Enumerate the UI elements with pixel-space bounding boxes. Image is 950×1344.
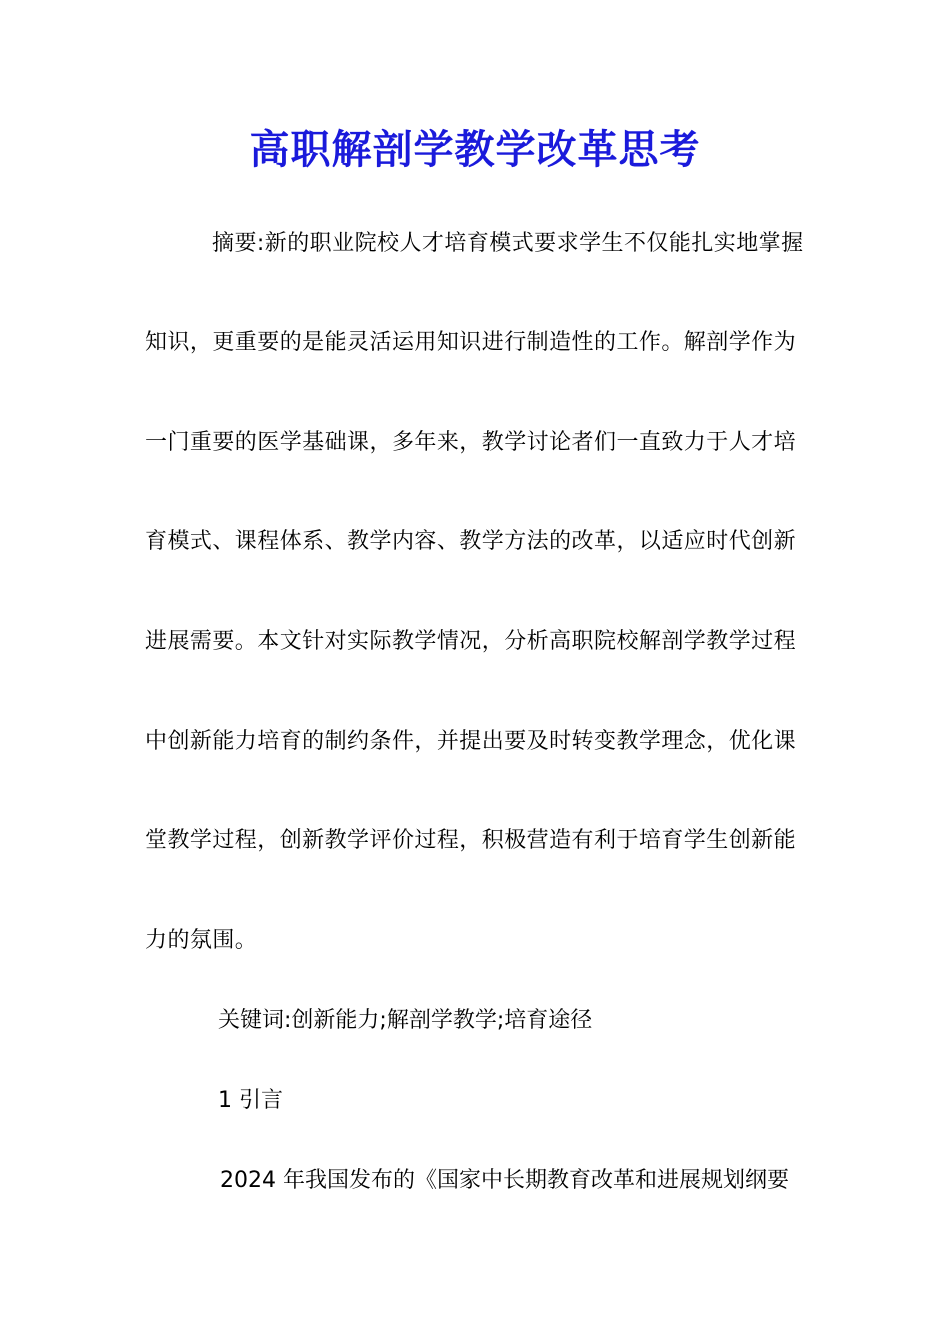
abstract-line: 进展需要。本文针对实际教学情况，分析高职院校解剖学教学过程 (145, 629, 797, 654)
abstract-line: 一门重要的医学基础课，多年来，教学讨论者们一直致力于人才培 (145, 430, 797, 455)
keywords-line: 关键词:创新能力;解剖学教学;培育途径 (218, 1008, 593, 1033)
abstract-line: 摘要:新的职业院校人才培育模式要求学生不仅能扎实地掌握 (212, 231, 804, 256)
body-paragraph-start: 2024 年我国发布的《国家中长期教育改革和进展规划纲要 (220, 1168, 789, 1193)
abstract-line: 知识，更重要的是能灵活运用知识进行制造性的工作。解剖学作为 (145, 330, 797, 355)
abstract-line: 力的氛围。 (145, 928, 258, 953)
abstract-line: 堂教学过程，创新教学评价过程，积极营造有利于培育学生创新能 (145, 828, 797, 853)
document-title: 高职解剖学教学改革思考 (249, 126, 701, 173)
section-heading: 1 引言 (218, 1088, 283, 1113)
abstract-line: 中创新能力培育的制约条件，并提出要及时转变教学理念，优化课 (145, 729, 797, 754)
abstract-line: 育模式、课程体系、教学内容、教学方法的改革，以适应时代创新 (145, 529, 797, 554)
